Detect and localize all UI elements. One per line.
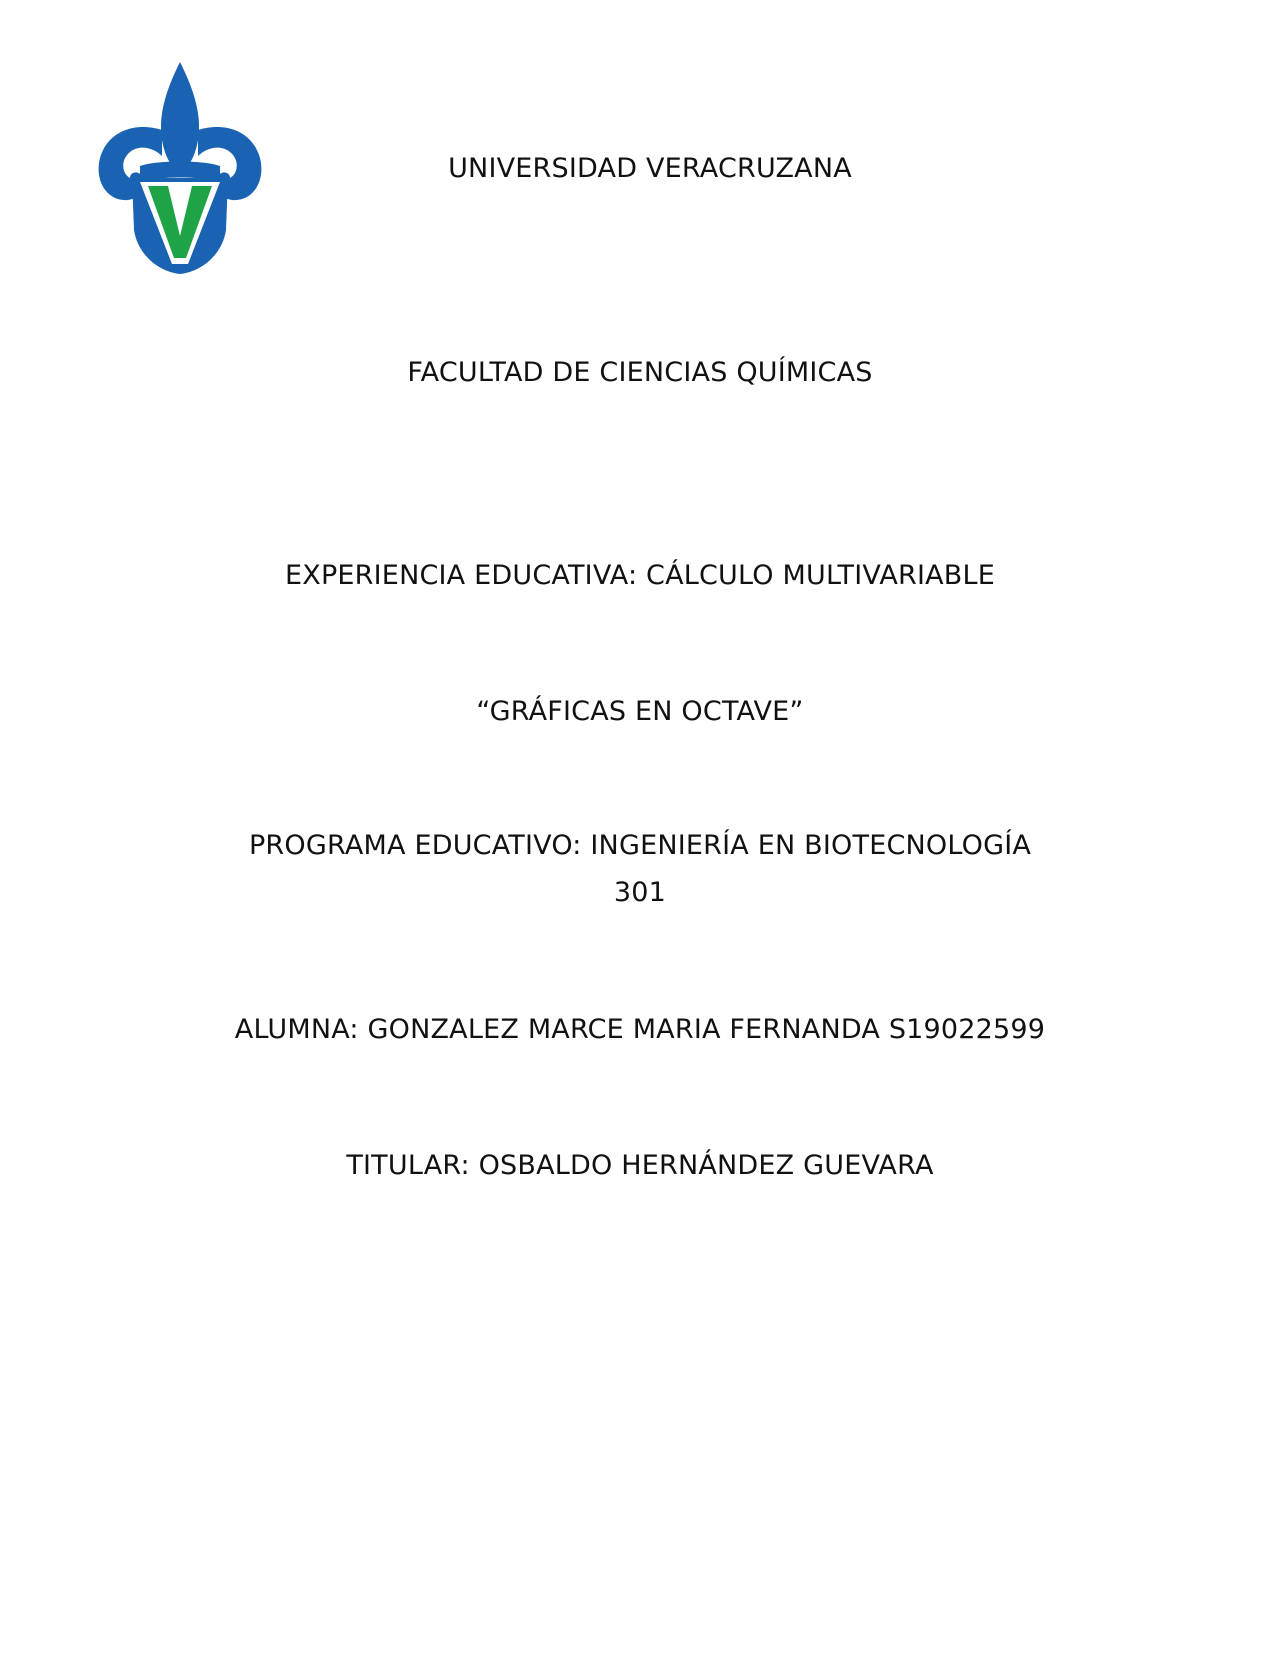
group-number: 301 xyxy=(613,877,667,908)
student-name: ALUMNA: GONZALEZ MARCE MARIA FERNANDA S19022599 xyxy=(234,1014,1046,1045)
teacher-name: TITULAR: OSBALDO HERNÁNDEZ GUEVARA xyxy=(346,1150,934,1181)
document-title: “GRÁFICAS EN OCTAVE” xyxy=(476,696,804,727)
university-name: UNIVERSIDAD VERACRUZANA xyxy=(448,153,852,184)
faculty-name: FACULTAD DE CIENCIAS QUÍMICAS xyxy=(407,357,873,388)
program-name: PROGRAMA EDUCATIVO: INGENIERÍA EN BIOTECNOLOGÍA xyxy=(248,830,1032,861)
course-name: EXPERIENCIA EDUCATIVA: CÁLCULO MULTIVARIABLE xyxy=(284,560,996,591)
